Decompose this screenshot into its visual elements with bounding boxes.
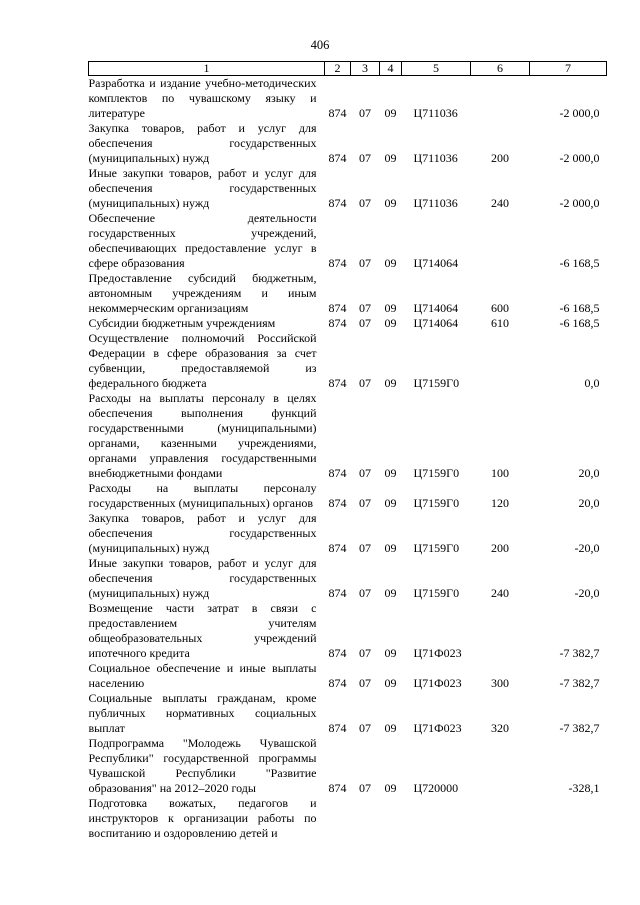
row-name: Социальное обеспечение и иные выплаты населению <box>88 661 317 690</box>
row-code-ministry: 874 <box>328 301 347 315</box>
row-code-subsection: 09 <box>384 376 397 390</box>
row-target-article: Ц720000 <box>413 781 459 795</box>
table-row <box>89 601 607 661</box>
row-code-subsection <box>380 796 402 841</box>
table-row <box>89 511 607 556</box>
row-target-article <box>402 796 471 841</box>
row-code-section: 07 <box>359 106 371 120</box>
row-code-ministry: 874 <box>328 316 347 330</box>
table-row <box>89 661 607 691</box>
row-expense-type: 200 <box>491 541 509 555</box>
table-row <box>89 391 607 481</box>
row-code-section: 07 <box>359 256 371 270</box>
row-amount: -7 382,7 <box>559 676 600 690</box>
row-target-article: Ц71Ф023 <box>413 676 462 690</box>
page-number: 406 <box>310 38 330 52</box>
row-name: Расходы на выплаты персоналу государственных (муниципальных) органов <box>88 481 317 510</box>
row-expense-type: 100 <box>491 466 509 480</box>
header-col-2: 2 <box>325 62 351 76</box>
row-code-ministry: 874 <box>328 676 347 690</box>
row-code-subsection: 09 <box>384 781 397 795</box>
row-expense-type <box>471 76 530 122</box>
row-code-subsection: 09 <box>384 151 397 165</box>
row-expense-type: 610 <box>491 316 509 330</box>
table-row <box>89 166 607 211</box>
row-target-article: Ц71Ф023 <box>413 721 462 735</box>
table-row <box>89 796 607 841</box>
table-row <box>89 271 607 316</box>
row-expense-type: 120 <box>491 496 509 510</box>
row-code-subsection: 09 <box>384 496 397 510</box>
row-target-article: Ц7159Г0 <box>413 496 460 510</box>
header-col-6: 6 <box>471 62 530 76</box>
row-target-article: Ц7159Г0 <box>413 541 460 555</box>
row-expense-type: 300 <box>491 676 509 690</box>
row-code-ministry: 874 <box>328 541 347 555</box>
row-name: Подготовка вожатых, педагогов и инструкторов к организации работы по воспитанию и оздоровлению детей и <box>88 796 317 840</box>
row-target-article: Ц714064 <box>413 316 459 330</box>
row-code-section: 07 <box>359 151 371 165</box>
row-expense-type: 320 <box>491 721 509 735</box>
row-expense-type <box>471 331 530 391</box>
table-row <box>89 316 607 331</box>
row-code-subsection: 09 <box>384 721 397 735</box>
row-name: Обеспечение деятельности государственных учреждений, обеспечивающих предоставление услуг в сфере образования <box>88 211 317 270</box>
row-amount: 0,0 <box>584 376 600 390</box>
row-expense-type: 240 <box>491 586 509 600</box>
row-code-section: 07 <box>359 376 371 390</box>
row-code-subsection: 09 <box>384 586 397 600</box>
row-code-section: 07 <box>359 496 371 510</box>
row-name: Социальные выплаты гражданам, кроме публичных нормативных социальных выплат <box>88 691 317 735</box>
row-amount: 20,0 <box>578 466 600 480</box>
row-name: Разработка и издание учебно-методических комплектов по чувашскому языку и литературе <box>88 76 317 120</box>
row-name: Закупка товаров, работ и услуг для обеспечения государственных (муниципальных) нужд <box>88 511 317 555</box>
row-amount: -2 000,0 <box>559 151 600 165</box>
row-amount: -6 168,5 <box>559 301 600 315</box>
row-amount: -6 168,5 <box>559 256 600 270</box>
row-code-ministry: 874 <box>328 196 347 210</box>
row-name: Иные закупки товаров, работ и услуг для обеспечения государственных (муниципальных) нужд <box>88 166 317 210</box>
row-code-ministry: 874 <box>328 721 347 735</box>
row-code-subsection: 09 <box>384 646 397 660</box>
row-code-section: 07 <box>359 676 371 690</box>
row-code-ministry: 874 <box>328 256 347 270</box>
row-code-ministry: 874 <box>328 151 347 165</box>
header-col-1: 1 <box>89 62 325 76</box>
row-code-subsection: 09 <box>384 106 397 120</box>
table-row <box>89 121 607 166</box>
row-code-subsection: 09 <box>384 196 397 210</box>
row-amount: -328,1 <box>568 781 600 795</box>
row-code-subsection: 09 <box>384 256 397 270</box>
header-col-4: 4 <box>380 62 402 76</box>
header-col-5: 5 <box>402 62 471 76</box>
row-expense-type: 600 <box>491 301 509 315</box>
row-name: Подпрограмма "Молодежь Чувашской Республики" государственной программы Чувашской Республики "Развитие образования" на 2012–2020 годы <box>88 736 317 795</box>
row-amount: -7 382,7 <box>559 721 600 735</box>
table-row <box>89 691 607 736</box>
row-code-subsection: 09 <box>384 541 397 555</box>
row-target-article: Ц7159Г0 <box>413 376 460 390</box>
row-code-section: 07 <box>359 301 371 315</box>
row-expense-type: 240 <box>491 196 509 210</box>
row-target-article: Ц714064 <box>413 256 459 270</box>
table-row <box>89 736 607 796</box>
row-code-ministry: 874 <box>328 781 347 795</box>
row-code-ministry <box>325 796 351 841</box>
row-code-section: 07 <box>359 316 371 330</box>
row-amount: -7 382,7 <box>559 646 600 660</box>
row-target-article: Ц7159Г0 <box>413 586 460 600</box>
row-target-article: Ц711036 <box>413 106 458 120</box>
row-expense-type <box>471 601 530 661</box>
row-code-subsection: 09 <box>384 316 397 330</box>
row-expense-type <box>471 736 530 796</box>
row-code-subsection: 09 <box>384 466 397 480</box>
row-code-section: 07 <box>359 586 371 600</box>
row-expense-type: 200 <box>491 151 509 165</box>
row-name: Субсидии бюджетным учреждениям <box>88 316 276 330</box>
row-code-section <box>351 796 380 841</box>
row-target-article: Ц7159Г0 <box>413 466 460 480</box>
row-target-article: Ц71Ф023 <box>413 646 462 660</box>
row-code-section: 07 <box>359 466 371 480</box>
row-name: Осуществление полномочий Российской Федерации в сфере образования за счет субвенции, предоставляемой из федерального бюджета <box>88 331 317 390</box>
row-code-ministry: 874 <box>328 376 347 390</box>
row-amount: -2 000,0 <box>559 196 600 210</box>
row-expense-type <box>471 211 530 271</box>
row-target-article: Ц711036 <box>413 151 458 165</box>
row-amount: -6 168,5 <box>559 316 600 330</box>
row-code-subsection: 09 <box>384 301 397 315</box>
budget-table <box>88 61 607 841</box>
row-target-article: Ц711036 <box>413 196 458 210</box>
row-name: Предоставление субсидий бюджетным, автономным учреждениям и иным некоммерческим организациям <box>88 271 317 315</box>
row-code-ministry: 874 <box>328 106 347 120</box>
table-header-row <box>89 62 607 76</box>
row-amount: -20,0 <box>574 586 600 600</box>
row-code-ministry: 874 <box>328 586 347 600</box>
row-amount <box>530 796 607 841</box>
row-code-subsection: 09 <box>384 676 397 690</box>
row-code-ministry: 874 <box>328 496 347 510</box>
row-code-section: 07 <box>359 196 371 210</box>
row-code-section: 07 <box>359 781 371 795</box>
row-code-section: 07 <box>359 541 371 555</box>
row-amount: 20,0 <box>578 496 600 510</box>
row-name: Возмещение части затрат в связи с предоставлением учителям общеобразовательных учреждений ипотечного кредита <box>88 601 317 660</box>
row-target-article: Ц714064 <box>413 301 459 315</box>
header-col-7: 7 <box>530 62 607 76</box>
table-row <box>89 481 607 511</box>
row-code-section: 07 <box>359 721 371 735</box>
row-name: Расходы на выплаты персоналу в целях обеспечения выполнения функций государственными (муниципальными) органами, казенными учреждениями, органами управления государственными внебюджетными фондами <box>88 391 317 480</box>
row-code-ministry: 874 <box>328 466 347 480</box>
table-row <box>89 76 607 122</box>
header-col-3: 3 <box>351 62 380 76</box>
table-row <box>89 331 607 391</box>
table-row <box>89 556 607 601</box>
row-name: Иные закупки товаров, работ и услуг для обеспечения государственных (муниципальных) нужд <box>88 556 317 600</box>
row-name: Закупка товаров, работ и услуг для обеспечения государственных (муниципальных) нужд <box>88 121 317 165</box>
table-row <box>89 211 607 271</box>
row-amount: -20,0 <box>574 541 600 555</box>
row-code-section: 07 <box>359 646 371 660</box>
row-code-ministry: 874 <box>328 646 347 660</box>
row-amount: -2 000,0 <box>559 106 600 120</box>
row-expense-type <box>471 796 530 841</box>
